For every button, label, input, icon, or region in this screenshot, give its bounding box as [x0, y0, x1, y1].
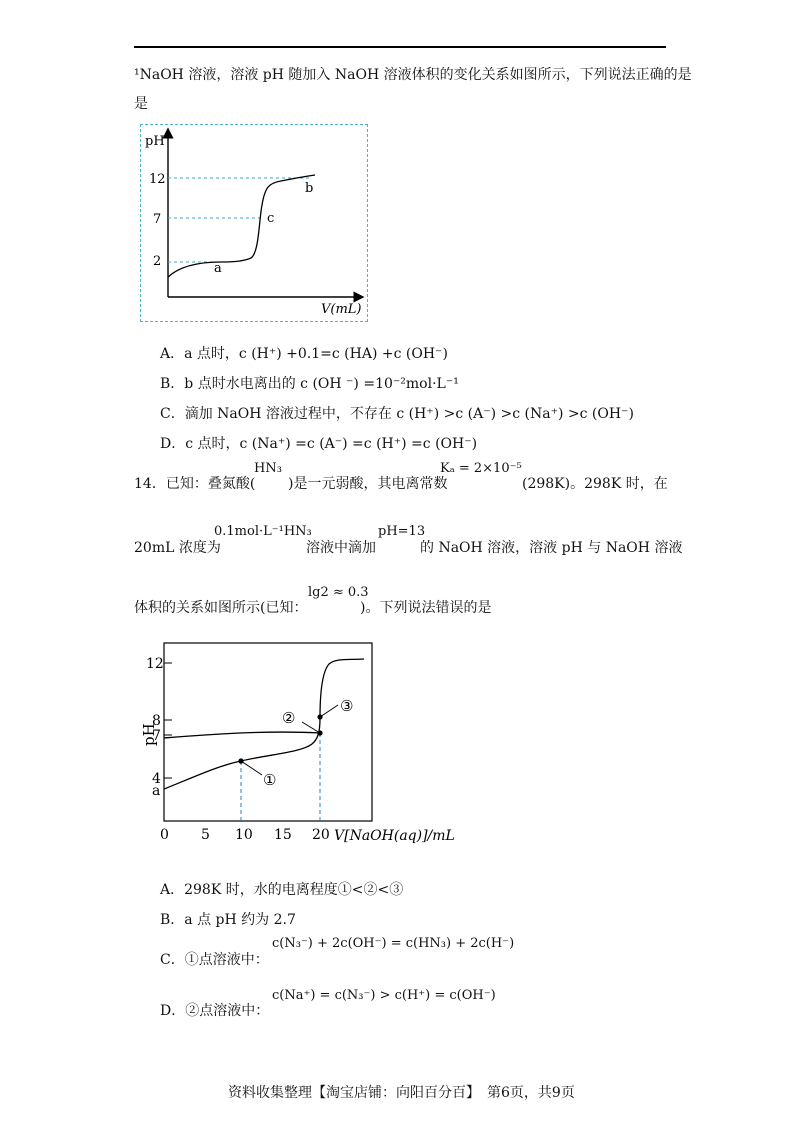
q14-formula-ka: Kₐ = 2×10⁻⁵	[440, 461, 522, 476]
q13-ytick-2: 2	[153, 254, 162, 269]
q14-ytick-8: 8	[152, 713, 161, 729]
q13-ylabel: pH	[145, 134, 165, 149]
q14-option-c: C．①点溶液中：	[160, 952, 269, 968]
q14-option-a: A．298K 时，水的电离程度①<②<③	[160, 882, 404, 898]
q14-ytick-a: a	[152, 783, 161, 799]
q13-intro-line2: 是	[134, 96, 148, 112]
page-footer: 资料收集整理【淘宝店铺：向阳百分百】 第6页，共9页	[228, 1085, 575, 1101]
q14-point-2-label: ②	[282, 709, 296, 727]
q14-formula-ph13: pH=13	[378, 524, 426, 539]
q13-point-b: b	[305, 181, 314, 196]
q14-line3-a: 体积的关系如图所示(已知：	[134, 600, 308, 616]
q13-intro-line1: ¹NaOH 溶液，溶液 pH 随加入 NaOH 溶液体积的变化关系如图所示，下列说法正确的是	[134, 67, 692, 83]
q14-line1-a: 14．已知：叠氮酸(	[134, 476, 256, 492]
q14-ylabel: pH	[142, 723, 158, 746]
q13-titration-curve	[141, 125, 369, 323]
q14-line1-c: (298K)。298K 时，在	[522, 476, 668, 492]
q14-line2-c: 的 NaOH 溶液，溶液 pH 与 NaOH 溶液	[420, 540, 683, 556]
q14-xtick-15: 15	[274, 827, 292, 843]
q14-ytick-7: 7	[152, 728, 161, 744]
q13-option-b: B．b 点时水电离出的 c (OH ⁻) =10⁻²mol·L⁻¹	[160, 376, 459, 392]
q13-curve	[168, 175, 315, 277]
q14-line1-b: )是一元弱酸，其电离常数	[288, 476, 448, 492]
q14-formula-hn3: HN₃	[254, 461, 282, 476]
q13-figure	[140, 124, 368, 322]
q13-point-c: c	[267, 211, 275, 226]
q14-option-d: D．②点溶液中：	[160, 1003, 270, 1019]
q14-formula-conc: 0.1mol·L⁻¹HN₃	[214, 524, 312, 539]
q14-xtick-0: 0	[160, 827, 169, 843]
q14-point-1-label: ①	[263, 771, 277, 789]
q13-ytick-12: 12	[149, 172, 166, 187]
q13-option-d: D．c 点时，c (Na⁺) =c (A⁻) =c (H⁺) =c (OH⁻)	[160, 436, 478, 452]
q14-line2-a: 20mL 浓度为	[134, 540, 221, 556]
q14-curve-upper	[164, 732, 320, 738]
q13-option-c: C．滴加 NaOH 溶液过程中，不存在 c (H⁺) >c (A⁻) >c (Na⁺) >c (OH⁻)	[160, 406, 634, 422]
q14-figure	[142, 640, 472, 850]
q14-curve-main	[164, 659, 364, 789]
q14-xtick-5: 5	[201, 827, 210, 843]
q13-ytick-7: 7	[153, 212, 162, 227]
q13-option-a: A．a 点时，c (H⁺) +0.1=c (HA) +c (OH⁻)	[160, 346, 448, 362]
q14-ytick-4: 4	[152, 771, 161, 787]
q13-point-a: a	[214, 261, 222, 276]
q14-option-c-formula: c(N₃⁻) + 2c(OH⁻) = c(HN₃) + 2c(H⁻)	[272, 936, 515, 951]
q14-point-3-label: ③	[340, 697, 354, 715]
q14-line2-b: 溶液中滴加	[306, 540, 376, 556]
q13-xlabel: V(mL)	[321, 302, 362, 317]
header-rule	[134, 46, 666, 48]
q14-xtick-10: 10	[235, 827, 253, 843]
q14-titration-curve	[142, 640, 472, 850]
q14-line3-b: )。下列说法错误的是	[360, 600, 492, 616]
q14-option-d-formula: c(Na⁺) = c(N₃⁻) > c(H⁺) = c(OH⁻)	[272, 988, 496, 1003]
q14-xtick-20: 20	[312, 827, 330, 843]
q14-option-b: B．a 点 pH 约为 2.7	[160, 912, 296, 928]
q14-ytick-12: 12	[146, 656, 164, 672]
q14-xlabel: V[NaOH(aq)]/mL	[334, 828, 455, 844]
q14-formula-lg2: lg2 ≈ 0.3	[308, 585, 369, 600]
